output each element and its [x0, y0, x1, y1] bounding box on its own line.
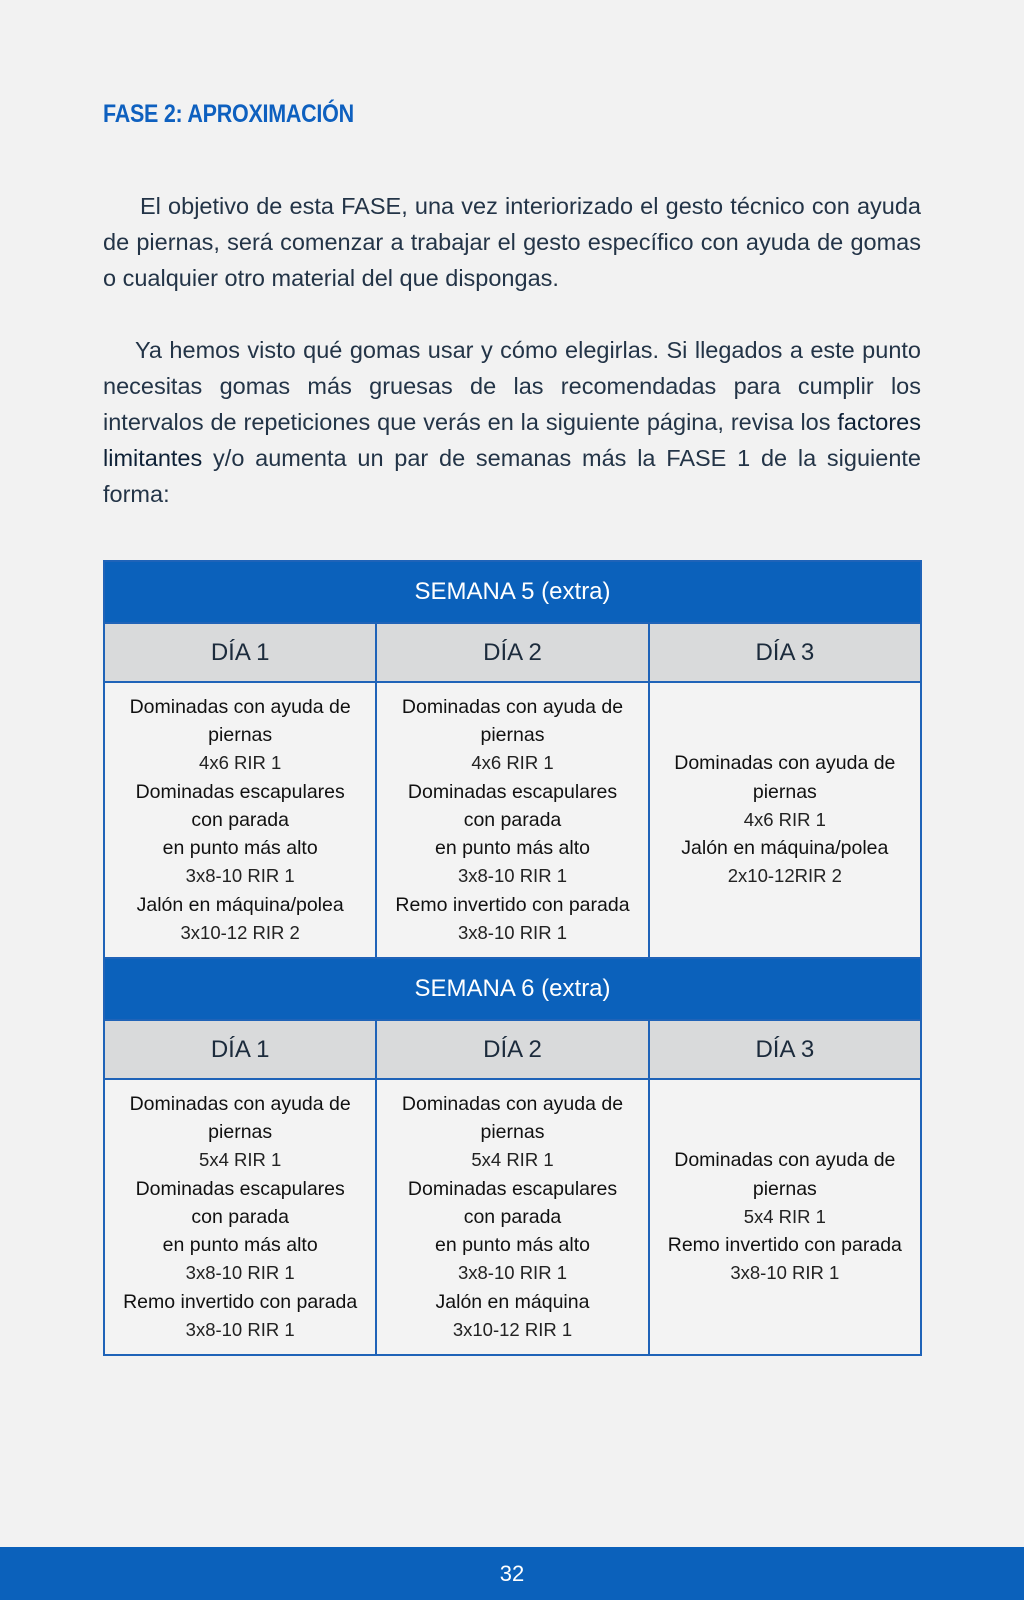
sets-reps-text: 3x8-10 RIR 1 — [457, 865, 567, 887]
day-routine-cell — [104, 1079, 376, 1355]
exercise-text: Jalón en máquina — [435, 1290, 590, 1313]
paragraph-text: y/o aumenta un par de semanas más la FASE 1 de la siguiente forma: — [103, 445, 921, 507]
sets-reps-text: 2x10-12RIR 2 — [727, 865, 842, 887]
training-schedule-table — [103, 560, 922, 1356]
exercise-text: piernas — [208, 723, 273, 746]
sets-reps-text: 4x6 RIR 1 — [471, 752, 554, 774]
week-header: SEMANA 5 (extra) — [104, 561, 921, 623]
exercise-text: piernas — [752, 780, 817, 803]
page-title: FASE 2: APROXIMACIÓN — [103, 100, 354, 128]
day-routine-cell — [649, 682, 921, 958]
exercise-text: Remo invertido con parada — [667, 1234, 902, 1257]
exercise-text: en punto más alto — [434, 1234, 590, 1257]
week-header: SEMANA 6 (extra) — [104, 958, 921, 1020]
day-routine-cell — [376, 1079, 648, 1355]
exercise-text: Dominadas con ayuda de — [401, 695, 624, 718]
sets-reps-text: 3x8-10 RIR 1 — [457, 922, 567, 944]
exercise-text: piernas — [480, 723, 545, 746]
paragraph-text: Ya hemos visto qué gomas usar y cómo elegirlas. Si llegados a este punto necesitas gomas más gruesas de las recomendadas para cumplir los intervalos de repeticiones que verás en la siguiente página, revisa los — [103, 337, 921, 435]
exercise-text: piernas — [752, 1177, 817, 1200]
exercise-text: con parada — [463, 808, 562, 831]
day-header: DÍA 3 — [649, 1020, 921, 1079]
exercise-text: Dominadas escapulares — [135, 780, 345, 803]
exercise-text: con parada — [191, 808, 289, 831]
exercise-text: piernas — [208, 1120, 273, 1143]
sets-reps-text: 3x8-10 RIR 1 — [185, 865, 295, 887]
sets-reps-text: 3x10-12 RIR 2 — [180, 922, 300, 944]
sets-reps-text: 3x8-10 RIR 1 — [457, 1262, 567, 1284]
day-header: DÍA 2 — [376, 623, 648, 682]
day-header: DÍA 3 — [649, 623, 921, 682]
limiting-factors-link[interactable]: factores limitantes — [103, 409, 921, 471]
exercise-text: Dominadas con ayuda de — [129, 1092, 351, 1115]
exercise-text: Dominadas escapulares — [135, 1177, 345, 1200]
day-routine-cell — [376, 682, 648, 958]
day-routine-cell — [104, 682, 376, 958]
exercise-text: Dominadas con ayuda de — [129, 695, 351, 718]
exercise-text: en punto más alto — [162, 837, 318, 860]
sets-reps-text: 3x8-10 RIR 1 — [730, 1262, 840, 1284]
sets-reps-text: 4x6 RIR 1 — [199, 752, 282, 774]
exercise-text: en punto más alto — [434, 837, 590, 860]
day-routine-cell — [649, 1079, 921, 1355]
intro-paragraph: El objetivo de esta FASE, una vez interiorizado el gesto técnico con ayuda de piernas, será comenzar a trabajar el gesto específico con ayuda de gomas o cualquier otro material del que dispongas. — [103, 193, 921, 291]
page-number: 32 — [499, 1561, 525, 1586]
exercise-text: Remo invertido con parada — [395, 893, 630, 916]
exercise-text: con parada — [191, 1205, 289, 1228]
exercise-text: Dominadas escapulares — [407, 1177, 618, 1200]
exercise-text: Dominadas con ayuda de — [674, 752, 896, 775]
sets-reps-text: 4x6 RIR 1 — [743, 808, 826, 830]
exercise-text: en punto más alto — [162, 1234, 318, 1257]
sets-reps-text: 3x8-10 RIR 1 — [185, 1319, 295, 1341]
exercise-text: Dominadas con ayuda de — [674, 1149, 896, 1172]
sets-reps-text: 5x4 RIR 1 — [199, 1149, 282, 1171]
sets-reps-text: 3x8-10 RIR 1 — [185, 1262, 295, 1284]
exercise-text: Jalón en máquina/polea — [136, 893, 344, 916]
bands-paragraph — [103, 332, 921, 512]
page-footer — [0, 1547, 1024, 1600]
day-header: DÍA 1 — [104, 1020, 376, 1079]
exercise-text: Dominadas con ayuda de — [401, 1092, 624, 1115]
sets-reps-text: 3x10-12 RIR 1 — [452, 1319, 573, 1341]
exercise-text: Remo invertido con parada — [123, 1290, 358, 1313]
sets-reps-text: 5x4 RIR 1 — [471, 1149, 554, 1171]
sets-reps-text: 5x4 RIR 1 — [743, 1205, 826, 1227]
exercise-text: piernas — [480, 1120, 545, 1143]
day-header: DÍA 2 — [376, 1020, 648, 1079]
exercise-text: con parada — [463, 1205, 562, 1228]
day-header: DÍA 1 — [104, 623, 376, 682]
exercise-text: Jalón en máquina/polea — [681, 837, 889, 860]
exercise-text: Dominadas escapulares — [407, 780, 618, 803]
